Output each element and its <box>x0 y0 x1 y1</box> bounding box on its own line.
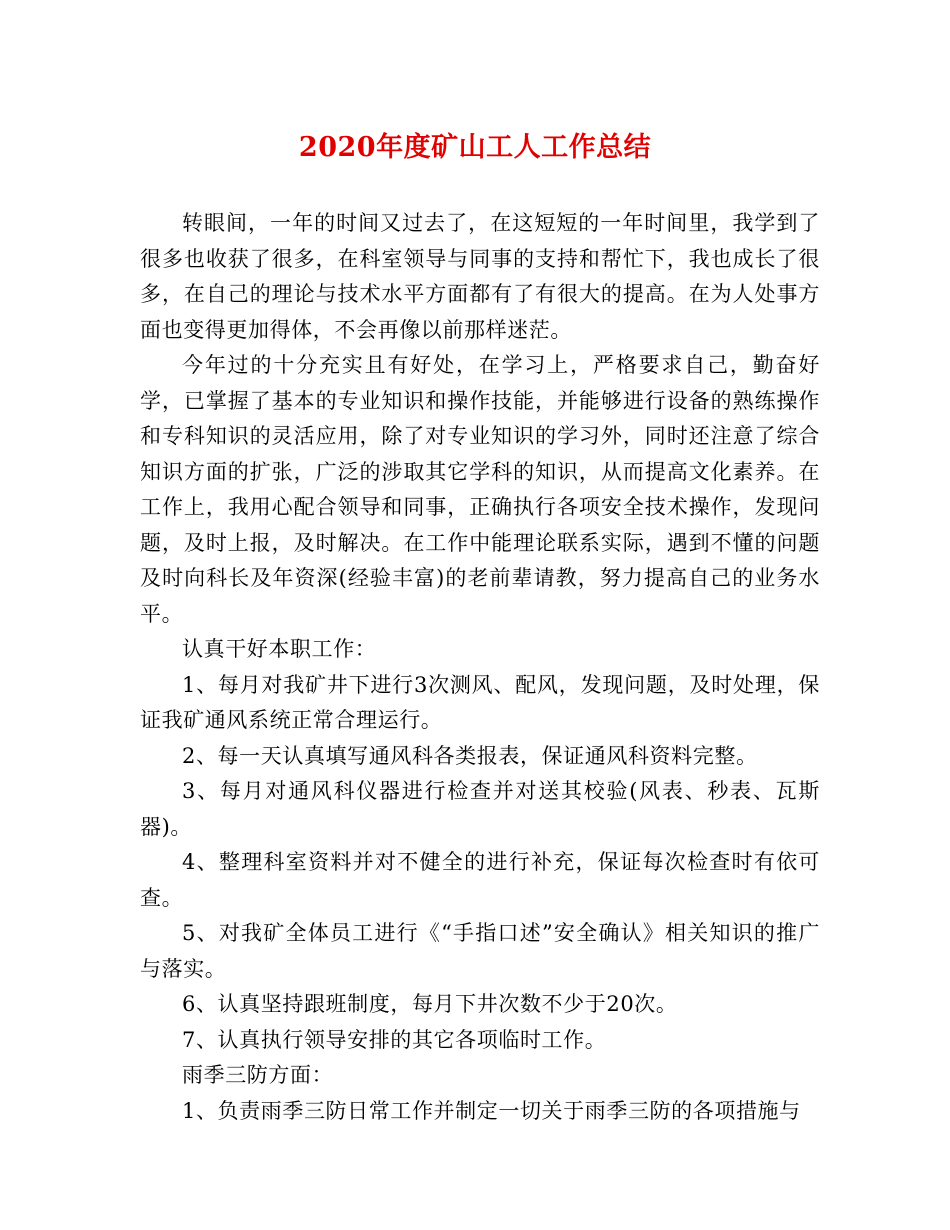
list-item: 2、每一天认真填写通风科各类报表，保证通风科资料完整。 <box>182 743 758 768</box>
document-body <box>140 206 820 1129</box>
list-item: 3、每月对通风科仪器进行检查并对送其校验(风表、秒表、瓦斯器)。 <box>140 779 820 839</box>
section-heading: 雨季三防方面： <box>182 1063 334 1087</box>
list-item: 7、认真执行领导安排的其它各项临时工作。 <box>182 1027 607 1052</box>
list-item: 5、对我矿全体员工进行《“手指口述”安全确认》相关知识的推广与落实。 <box>140 921 820 981</box>
list-item: 4、整理科室资料并对不健全的进行补充，保证每次检查时有依可查。 <box>140 850 820 910</box>
section-heading: 认真干好本职工作： <box>182 637 377 661</box>
document-title: 2020年度矿山工人工作总结 <box>298 132 652 163</box>
paragraph: 今年过的十分充实且有好处，在学习上，严格要求自己，勤奋好学，已掌握了基本的专业知识和操作技能，并能够进行设备的熟练操作和专科知识的灵活应用，除了对专业知识的学习外，同时还注意了综合知识方面的扩张，广泛的涉取其它学科的知识，从而提高文化素养。在工作上，我用心配合领导和同事，正确执行各项安全技术操作，发现问题，及时上报，及时解决。在工作中能理论联系实际，遇到不懂的问题及时向科长及年资深(经验丰富)的老前辈请教，努力提高自己的业务水平。 <box>140 353 820 626</box>
list-item: 1、负责雨季三防日常工作并制定一切关于雨季三防的各项措施与 <box>182 1098 801 1123</box>
paragraph: 转眼间，一年的时间又过去了，在这短短的一年时间里，我学到了很多也收获了很多，在科室领导与同事的支持和帮忙下，我也成长了很多，在自己的理论与技术水平方面都有了有很大的提高。在为人处事方面也变得更加得体，不会再像以前那样迷茫。 <box>140 211 820 342</box>
list-item: 1、每月对我矿井下进行3次测风、配风，发现问题，及时处理，保证我矿通风系统正常合理运行。 <box>140 672 820 732</box>
list-item: 6、认真坚持跟班制度，每月下井次数不少于20次。 <box>182 992 678 1016</box>
